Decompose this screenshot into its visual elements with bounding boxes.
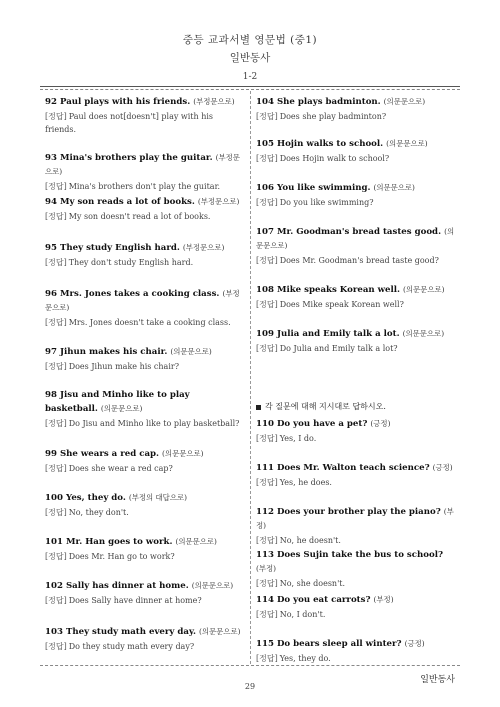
question-number: 96	[45, 289, 57, 299]
question-text: Do you have a pet?	[276, 419, 368, 429]
question-instruction: (부정)	[373, 595, 394, 604]
question-number: 99	[45, 449, 57, 459]
question-number: 108	[256, 285, 274, 295]
answer-tag: [정답]	[256, 434, 278, 443]
question-number: 104	[256, 97, 274, 107]
answer-tag: [정답]	[256, 478, 278, 487]
question-number: 107	[256, 227, 274, 237]
question-number: 111	[256, 463, 274, 473]
question-instruction: (의문문으로)	[373, 183, 415, 192]
question-number: 110	[256, 419, 274, 429]
question-text: Mrs. Jones takes a cooking class.	[59, 289, 220, 299]
page-subtitle: 일반동사	[229, 52, 271, 64]
question-number: 114	[256, 595, 274, 605]
answer-text: Do Julia and Emily talk a lot?	[279, 344, 398, 353]
question-text: Mr. Han goes to work.	[65, 537, 173, 547]
question-number: 97	[45, 347, 57, 357]
answer-text: Does Mr. Han go to work?	[68, 552, 175, 561]
footer-label: 일반동사	[420, 675, 455, 685]
question-number: 105	[256, 139, 274, 149]
answer-text: No, they don't.	[68, 508, 129, 517]
section-instruction	[256, 401, 456, 412]
question-number: 100	[45, 493, 63, 503]
answer-text: Yes, he does.	[279, 478, 332, 487]
question-115	[256, 637, 456, 665]
answer-text: My son doesn't read a lot of books.	[68, 212, 211, 221]
answer-tag: [정답]	[256, 344, 278, 353]
question-99	[45, 447, 245, 475]
question-text: She wears a red cap.	[59, 449, 160, 459]
question-number: 92	[45, 97, 57, 107]
question-text: Paul plays with his friends.	[59, 97, 191, 107]
question-number: 98	[45, 390, 57, 400]
question-111	[256, 461, 456, 489]
answer-tag: [정답]	[256, 256, 278, 265]
question-110	[256, 417, 456, 445]
answer-tag: [정답]	[45, 464, 67, 473]
question-number: 95	[45, 243, 57, 253]
question-text: Jisu and Minho like to play basketball.	[45, 390, 190, 414]
question-instruction: (의문문으로)	[386, 139, 428, 148]
answer-text: Mrs. Jones doesn't take a cooking class.	[68, 318, 231, 327]
question-instruction: (의문문으로)	[191, 581, 234, 590]
question-instruction: (긍정)	[432, 463, 453, 472]
question-instruction: (긍정)	[370, 419, 391, 428]
question-instruction: (부정문으로)	[45, 289, 240, 312]
answer-tag: [정답]	[256, 536, 278, 545]
question-text: You like swimming.	[276, 183, 371, 193]
question-number: 103	[45, 627, 63, 637]
question-114	[256, 593, 456, 621]
question-102	[45, 579, 245, 607]
question-number: 106	[256, 183, 274, 193]
question-text: Jihun makes his chair.	[59, 347, 168, 357]
answer-tag: [정답]	[45, 596, 67, 605]
question-98	[45, 389, 245, 430]
question-text: Julia and Emily talk a lot.	[276, 329, 400, 339]
question-instruction: (의문문으로)	[162, 449, 204, 458]
answer-tag: [정답]	[256, 654, 278, 663]
question-text: Mr. Goodman's bread tastes good.	[276, 227, 442, 237]
square-bullet-icon	[256, 405, 261, 410]
answer-text: They don't study English hard.	[68, 258, 194, 267]
question-103	[45, 625, 245, 653]
question-text: Does Sujin take the bus to school?	[276, 550, 443, 560]
answer-tag: [정답]	[45, 642, 67, 651]
answer-tag: [정답]	[256, 112, 278, 121]
question-number: 101	[45, 537, 63, 547]
question-number: 102	[45, 581, 63, 591]
question-106	[256, 181, 456, 209]
question-text: She plays badminton.	[276, 97, 381, 107]
question-112	[256, 505, 456, 547]
question-93	[45, 151, 245, 193]
column-divider	[250, 91, 251, 664]
question-number: 93	[45, 153, 57, 163]
question-text: Mina's brothers play the guitar.	[59, 153, 213, 163]
question-instruction: (의문문으로)	[256, 227, 455, 250]
page-title: 중등 교과서별 영문법 (중1)	[182, 34, 318, 46]
question-number: 109	[256, 329, 274, 339]
answer-tag: [정답]	[45, 258, 67, 267]
question-instruction: (부정문으로)	[182, 243, 225, 252]
question-text: Does your brother play the piano?	[276, 507, 441, 517]
question-instruction: (부정의 대답으로)	[128, 493, 187, 502]
answer-text: Does Hojin walk to school?	[279, 154, 390, 163]
question-instruction: (의문문으로)	[100, 404, 143, 413]
question-instruction: (의문문으로)	[170, 347, 212, 356]
question-text: They study English hard.	[59, 243, 180, 253]
answer-text: Paul does not[doesn't] play with his friends.	[45, 112, 214, 134]
answer-text: Does she play badminton?	[279, 112, 387, 121]
question-109	[256, 327, 456, 355]
answer-text: Does Jihun make his chair?	[68, 362, 179, 371]
question-text: Yes, they do.	[65, 493, 126, 503]
question-104	[256, 95, 456, 123]
answer-text: No, he doesn't.	[279, 536, 341, 545]
question-105	[256, 137, 456, 165]
question-instruction: (의문문으로)	[199, 627, 241, 636]
question-108	[256, 283, 456, 311]
answer-text: Mina's brothers don't play the guitar.	[68, 182, 221, 191]
answer-text: Do they study math every day?	[68, 642, 195, 651]
question-101	[45, 535, 245, 563]
page-number: 29	[244, 682, 256, 691]
question-97	[45, 345, 245, 373]
question-instruction: (부정문으로)	[45, 153, 240, 176]
question-113	[256, 549, 456, 590]
question-95	[45, 241, 245, 269]
top-dashed-rule	[40, 89, 460, 90]
answer-tag: [정답]	[256, 579, 278, 588]
answer-text: No, I don't.	[279, 610, 326, 619]
question-number: 113	[256, 550, 274, 560]
answer-tag: [정답]	[256, 300, 278, 309]
answer-text: No, she doesn't.	[279, 579, 346, 588]
question-instruction: (의문문으로)	[403, 285, 445, 294]
question-text: They study math every day.	[65, 627, 196, 637]
answer-tag: [정답]	[45, 508, 67, 517]
answer-text: Does she wear a red cap?	[68, 464, 173, 473]
answer-tag: [정답]	[45, 112, 67, 121]
answer-tag: [정답]	[45, 212, 67, 221]
question-instruction: (긍정)	[404, 639, 425, 648]
question-number: 112	[256, 507, 274, 517]
top-rule	[40, 86, 460, 87]
question-instruction: (의문문으로)	[383, 97, 426, 106]
question-instruction: (부정)	[256, 564, 277, 573]
question-instruction: (의문문으로)	[402, 329, 445, 338]
answer-text: Yes, they do.	[279, 654, 331, 663]
answer-tag: [정답]	[45, 552, 67, 561]
answer-tag: [정답]	[256, 198, 278, 207]
answer-text: Do you like swimming?	[279, 198, 374, 207]
answer-tag: [정답]	[256, 154, 278, 163]
question-instruction: (부정문으로)	[197, 197, 240, 206]
answer-tag: [정답]	[45, 318, 67, 327]
question-instruction: (부정문으로)	[193, 97, 235, 106]
answer-text: Does Sally have dinner at home?	[68, 596, 202, 605]
section-number: 1-2	[242, 72, 258, 82]
question-number: 115	[256, 639, 274, 649]
question-92	[45, 95, 245, 136]
question-instruction: (부정)	[256, 507, 454, 530]
question-text: Does Mr. Walton teach science?	[276, 463, 430, 473]
question-text: Do you eat carrots?	[276, 595, 371, 605]
answer-text: Do Jisu and Minho like to play basketball?	[68, 419, 240, 428]
question-94	[45, 195, 245, 223]
question-instruction: (의문문으로)	[175, 537, 217, 546]
bottom-rule	[40, 665, 460, 666]
question-text: Mike speaks Korean well.	[276, 285, 401, 295]
answer-text: Does Mike speak Korean well?	[279, 300, 404, 309]
question-text: Sally has dinner at home.	[65, 581, 189, 591]
instruction-text: 각 질문에 대해 지시대로 답하시오.	[265, 402, 386, 411]
question-text: Hojin walks to school.	[276, 139, 384, 149]
question-100	[45, 491, 245, 519]
answer-text: Yes, I do.	[279, 434, 317, 443]
answer-tag: [정답]	[45, 182, 67, 191]
question-text: My son reads a lot of books.	[59, 197, 195, 207]
question-107	[256, 225, 456, 267]
question-96	[45, 287, 245, 329]
answer-text: Does Mr. Goodman's bread taste good?	[279, 256, 439, 265]
question-number: 94	[45, 197, 57, 207]
answer-tag: [정답]	[45, 362, 67, 371]
question-text: Do bears sleep all winter?	[276, 639, 402, 649]
answer-tag: [정답]	[256, 610, 278, 619]
answer-tag: [정답]	[45, 419, 67, 428]
